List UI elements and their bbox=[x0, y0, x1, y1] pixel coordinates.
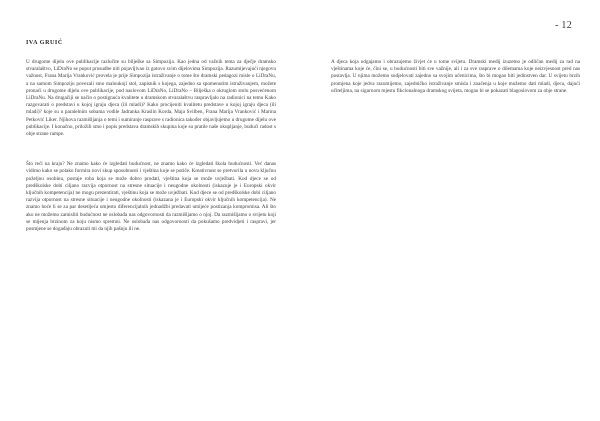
left-paragraph-2: Što reći na kraju? Ne znamo kako će izgledati budućnost, ne znamo kako će izgledati škola budućnosti. Već danas vidimo kako se polako formira novi skup sposobnosti i vještina koje se potiče. Kreativnost se pretvorila u novu ključnu poželjnu osobinu, postaje roba koja se može dobro prodati, vještina koja se može uvježbati. Kod djece se od predškolske dobi ciljano razvija otpornost na stresne situacije i neugodne okolnosti (iskazuje je i Europski okvir ključnih kompetencija) ne mogu prezentirati, vještinu koja se može uvježbati. Kod djece se od predškolske dobi ciljano razvija otpornost na stresne situacije i neugodne okolnosti (iskazana je i Europski okvir ključnih kompetencija). Ne znamo hoće li se za par desetljeća umjesto diferencijalnih jednadžbi predavati umijeće postizanja kompromisa. Ali što ako ne možemo zamisliti budućnost ne oslobađa nas odgovornosti da razmišljamo o njoj. Da razmišljamo o svijetu koji se mijenja brzinom za koju nismo spremni. Ne oslobađa nas odgovornosti da pokušamo predvidjeti i raspravi, jer posmjene se događaju obrazuli mi da njih pašnju ili ne. bbox=[26, 161, 276, 233]
right-column bbox=[331, 59, 580, 102]
section-spacer bbox=[26, 145, 276, 161]
author-name: IVA GRUIĆ bbox=[26, 40, 63, 46]
left-column bbox=[26, 59, 276, 240]
left-paragraph-1: U drugome dijelu ove publikacije razlučite su bilješke sa Simpozija. Kao jedna od važnih tema za dječje dramsko stvaralaštvo, LiDraNo se poput prosudbe niti pojavljivao iz gotovo svim dijelovima Simpozija. Razumijevajući njegovu važnost, Frana Marija Vranković provela je prije Simpozija istraživanje o tome što dramski pedagozi misle o LiDraNu, a na samom Simpoziju povezali smo maloukoji stol, zapisnik s kojega, zajedno sa spomenutim istraživanjem, možete pronaći u drugome dijelu ove publikacije, pod naslovom LiDraNo, LiDraNo – Bilješka o okruglom stolu posvećenom LiDraNu. Na drugačiji se način o postignuća kvalitete u dramskom stvaralaštvu raspravljalo na radionici na temu Kako razgovarati o predstavi u kojoj igraju djeca (ili mladi)? Kako procijeniti kvalitetu predstave u kojoj igraju djeca (ili mladi)? koje su u paralelnim sobama vodile Jadranka Kraslin Korda, Maja Svilben, Frana Marija Vranković i Marina Petković Liker. Njihova razmišljanja o temi i sumiranje rasprave s radionica također objavljujemo u drugome dijelu ove publikacije. I konačno, priložili smo i popis predstava dramskih skupina koje su pratile naše okupljanje, budući radost s obje strane rampe. bbox=[26, 59, 276, 138]
page-number: - 12 bbox=[554, 20, 572, 31]
right-paragraph-1: A djeca koja odgajamo i obrazujemo živjet će u tome svijetu. Dramski medij izuzetno je odličan medij za rad na vještinama koje će, čini se, u budućnosti biti sve važnije, ali i za sve rasprave o dilemama koje neizvjesnost pred nas postavlja. U njima možemo sudjelovati zajedno sa svojim učenicima, što bi mogao biti jedinstven dar. U svijetu brzih promjena koje jedva razumijemo, zajedničko istraživanje smisla i značenja u koje možemo dati mladi, djeca, dajući učiteljima, na sigurnom mjestu fikcionalnoga dramskog svijeta, mogao bi se pokazati blagoslovom za obje strane. bbox=[331, 59, 580, 94]
